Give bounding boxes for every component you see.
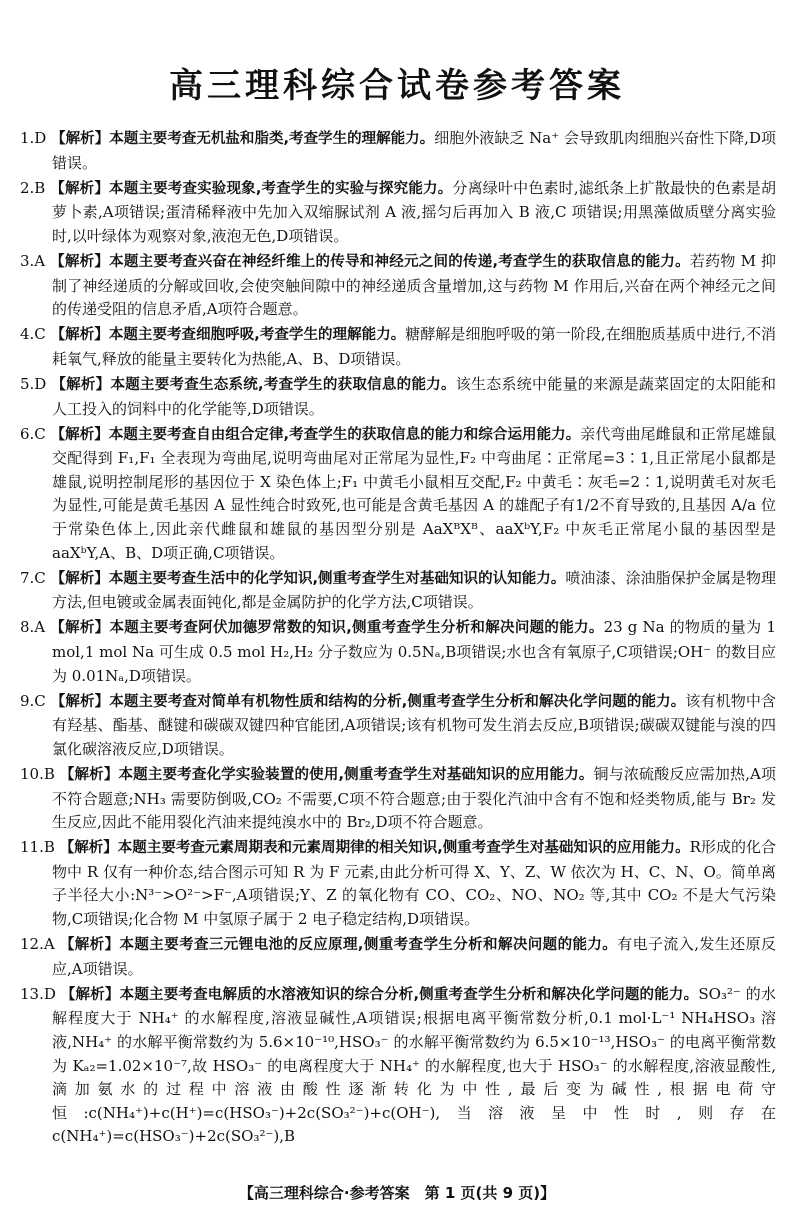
answer-explanation: 若药物 M 抑制了神经递质的分解或回收,会使突触间隙中的神经递质含量增加,这与药物 M 作用后,兴奋在两个神经元之间的传递受阻的信息矛盾,A项符合题意。 — [52, 251, 776, 319]
answer-summary: 本题主要考查自由组合定律,考查学生的获取信息的能力和综合运用能力。 — [108, 426, 581, 443]
analysis-tag: 【解析】 — [51, 131, 110, 147]
answer-number: 2.B — [20, 178, 46, 197]
answer-number: 8.A — [20, 618, 46, 637]
answer-summary: 本题主要考查实验现象,考查学生的实验与探究能力。 — [109, 180, 453, 197]
answer-summary: 本题主要考查生态系统,考查学生的获取信息的能力。 — [110, 376, 456, 393]
answer-number: 10.B — [20, 764, 55, 783]
answer-item — [20, 933, 776, 981]
analysis-tag: 【解析】 — [50, 327, 109, 344]
answer-item — [20, 983, 776, 1149]
analysis-tag: 【解析】 — [50, 253, 110, 270]
answer-summary: 本题主要考查化学实验装置的使用,侧重考查学生对基础知识的应用能力。 — [118, 766, 594, 783]
answer-number: 4.C — [20, 325, 46, 344]
answer-item — [20, 423, 776, 566]
answer-number: 6.C — [20, 424, 46, 443]
answer-number: 13.D — [20, 984, 56, 1003]
analysis-tag: 【解析】 — [60, 986, 120, 1003]
answer-number: 12.A — [20, 935, 55, 954]
answer-item — [20, 323, 776, 371]
answer-summary: 本题主要考查三元锂电池的反应原理,侧重考查学生分析和解决问题的能力。 — [119, 937, 618, 954]
answer-explanation: 该生态系统中能量的来源是蔬菜固定的太阳能和人工投入的饲料中的化学能等,D项错误。 — [52, 374, 776, 418]
answer-summary: 本题主要考查细胞呼吸,考查学生的理解能力。 — [108, 327, 406, 344]
answer-explanation: 有电子流入,发生还原反应,A项错误。 — [52, 935, 776, 978]
analysis-tag: 【解析】 — [59, 840, 118, 857]
answer-number: 5.D — [20, 374, 47, 393]
answer-explanation: 分离绿叶中色素时,滤纸条上扩散最快的色素是胡萝卜素,A项错误;蛋清稀释液中先加入双缩脲试剂 A 液,摇匀后再加入 B 液,C 项错误;用黑藻做质壁分离实验时,以叶绿体为观察对象,液泡无色,D项错误。 — [52, 178, 776, 245]
answer-list — [20, 127, 776, 1150]
answer-summary: 本题主要考查阿伏加德罗常数的知识,侧重考查学生分析和解决问题的能力。 — [109, 620, 604, 637]
analysis-tag: 【解析】 — [51, 376, 111, 393]
answer-item — [20, 250, 776, 322]
answer-item — [20, 127, 776, 175]
answer-explanation: R形成的化合物中 R 仅有一种价态,结合图示可知 R 为 F 元素,由此分析可得 X、Y、Z、W 依次为 H、C、N、O。简单离子半径大小:N³⁻>O²⁻>F⁻,A项错误;Y、Z 的氧化物有 CO、CO₂、NO、NO₂ 等,其中 CO₂ 不是大气污染物,C项错误;化合物 M 中氢原子属于 2 电子稳定结构,D项错误。 — [52, 838, 777, 928]
answer-item — [20, 177, 776, 249]
analysis-tag: 【解析】 — [50, 620, 110, 637]
answer-explanation: 23 g Na 的物质的量为 1 mol,1 mol Na 可生成 0.5 mol H₂,H₂ 分子数应为 0.5Nₐ,B项错误;水也含有氧原子,C项错误;OH⁻ 的数目应为 0.01Nₐ,D项错误。 — [52, 618, 776, 685]
answer-summary: 本题主要考查对简单有机物性质和结构的分析,侧重考查学生分析和解决化学问题的能力。 — [109, 693, 686, 710]
answer-summary: 本题主要考查电解质的水溶液知识的综合分析,侧重考查学生分析和解决化学问题的能力。 — [119, 986, 699, 1003]
analysis-tag: 【解析】 — [50, 180, 110, 197]
answer-number: 11.B — [20, 838, 55, 857]
answer-explanation: 喷油漆、涂油脂保护金属是物理方法,但电镀或金属表面钝化,都是金属防护的化学方法,C项错误。 — [52, 568, 776, 612]
answer-item — [20, 836, 776, 931]
answer-summary: 本题主要考查兴奋在神经纤维上的传导和神经元之间的传递,考查学生的获取信息的能力。 — [109, 253, 690, 270]
analysis-tag: 【解析】 — [59, 937, 120, 954]
answer-explanation: 糖酵解是细胞呼吸的第一阶段,在细胞质基质中进行,不消耗氧气,释放的能量主要转化为热能,A、B、D项错误。 — [52, 325, 776, 368]
answer-explanation: 该有机物中含有羟基、酯基、醚键和碳碳双键四种官能团,A项错误;该有机物可发生消去反应,B项错误;碳碳双键能与溴的四氯化碳溶液反应,D项错误。 — [52, 691, 776, 758]
answer-number: 1.D — [20, 129, 47, 147]
answer-explanation: 细胞外液缺乏 Na⁺ 会导致肌肉细胞兴奋性下降,D项错误。 — [52, 129, 776, 172]
analysis-tag: 【解析】 — [59, 766, 119, 783]
answer-explanation: SO₃²⁻ 的水解程度大于 NH₄⁺ 的水解程度,溶液显碱性,A项错误;根据电离平衡常数分析,0.1 mol·L⁻¹ NH₄HSO₃ 溶液,NH₄⁺ 的水解平衡常数约为 5.6×10⁻¹⁰,HSO₃⁻ 的水解平衡常数约为 6.5×10⁻¹³,HSO₃⁻ 的电离平衡常数为 Kₐ₂=1.02×10⁻⁷,故 HSO₃⁻ 的电离程度大于 NH₄⁺ 的水解程度,也大于 HSO₃⁻ 的水解程度,溶液显酸性,滴加氨水的过程中溶液由酸性逐渐转化为中性,最后变为碱性,根据电荷守恒:c(NH₄⁺)+c(H⁺)=c(HSO₃⁻)+2c(SO₃²⁻)+c(OH⁻),当溶液呈中性时,则存在 c(NH₄⁺)=c(HSO₃⁻)+2c(SO₃²⁻),B — [52, 984, 776, 1146]
analysis-tag: 【解析】 — [50, 693, 110, 710]
answer-item — [20, 567, 776, 615]
analysis-tag: 【解析】 — [50, 426, 109, 443]
answer-explanation: 亲代弯曲尾雌鼠和正常尾雄鼠交配得到 F₁,F₁ 全表现为弯曲尾,说明弯曲尾对正常尾为显性,F₂ 中弯曲尾∶正常尾=3∶1,且正常尾小鼠都是雄鼠,说明控制尾形的基因位于 X 染色体上;F₁ 中黄毛小鼠相互交配,F₂ 中黄毛∶灰毛=2∶1,说明黄毛对灰毛为显性,可能是黄毛基因 A 显性纯合时致死,也可能是含黄毛基因 A 的雄配子有1/2不育导致的,且基因 A/a 位于常染色体上,因此亲代雌鼠和雄鼠的基因型分别是 AaXᴮXᴮ、aaXᵇY,F₂ 中灰毛正常尾小鼠的基因型是 aaXᵇY,A、B、D项正确,C项错误。 — [52, 424, 776, 562]
answer-number: 7.C — [20, 568, 46, 587]
answer-explanation: 铜与浓硫酸反应需加热,A项不符合题意;NH₃ 需要防倒吸,CO₂ 不需要,C项不符合题意;由于裂化汽油中含有不饱和烃类物质,能与 Br₂ 发生反应,因此不能用裂化汽油来提纯溴水中的 Br₂,D项不符合题意。 — [52, 764, 776, 832]
page-footer: 【高三理科综合·参考答案 第 1 页(共 9 页)】 — [238, 1184, 556, 1202]
answer-summary: 本题主要考查无机盐和脂类,考查学生的理解能力。 — [109, 131, 435, 147]
answer-summary: 本题主要考查元素周期表和元素周期律的相关知识,侧重考查学生对基础知识的应用能力。 — [117, 840, 690, 857]
answer-number: 9.C — [20, 691, 46, 710]
analysis-tag: 【解析】 — [50, 570, 109, 587]
answer-item — [20, 616, 776, 688]
answer-number: 3.A — [20, 251, 46, 270]
answer-item — [20, 690, 776, 762]
answer-summary: 本题主要考查生活中的化学知识,侧重考查学生对基础知识的认知能力。 — [108, 570, 566, 587]
answer-item — [20, 373, 776, 421]
page-title: 高三理科综合试卷参考答案 — [169, 66, 625, 106]
answer-item — [20, 763, 776, 835]
